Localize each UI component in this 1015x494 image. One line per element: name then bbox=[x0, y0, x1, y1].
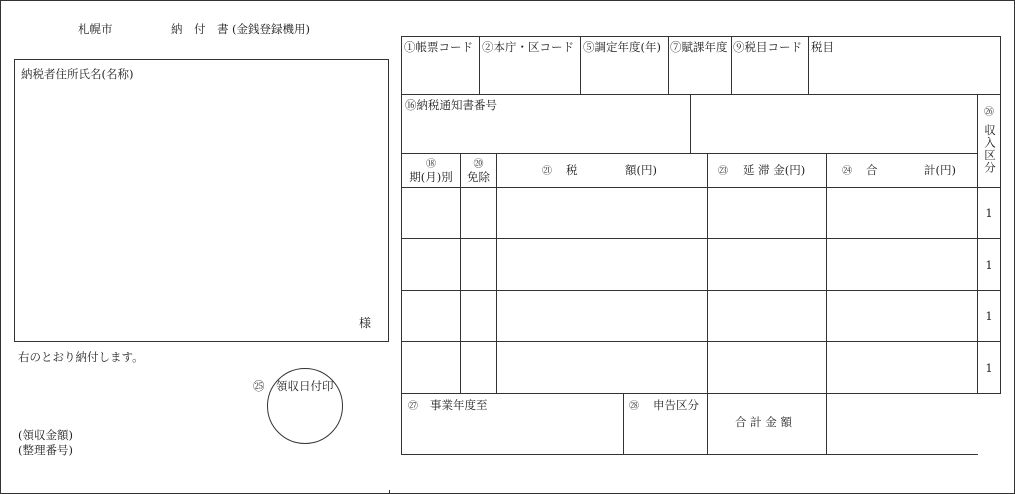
divider bbox=[690, 94, 691, 153]
divider bbox=[808, 36, 809, 94]
divider bbox=[977, 94, 978, 393]
divider bbox=[401, 238, 1001, 239]
period-header: 期(月)別 bbox=[409, 170, 453, 184]
city-name: 札幌市 bbox=[78, 22, 113, 36]
tax-header: 税 bbox=[566, 163, 578, 177]
divider bbox=[389, 490, 390, 494]
divider bbox=[401, 454, 978, 455]
form-subtitle: (金銭登録機用) bbox=[232, 22, 310, 36]
code-office-ward: ②本庁・区コード bbox=[482, 40, 574, 54]
divider bbox=[479, 36, 480, 94]
divider bbox=[401, 341, 1001, 342]
fiscal-year-number: ㉗ bbox=[408, 401, 418, 412]
declaration-number: ㉘ bbox=[629, 401, 639, 412]
table-row: 1 bbox=[985, 309, 993, 323]
form-title: 納 付 書 bbox=[171, 22, 229, 36]
divider bbox=[826, 153, 827, 455]
late-fee-header: 延 滞 金(円) bbox=[743, 163, 806, 177]
fiscal-year-end-label: 事業年度至 bbox=[430, 398, 488, 412]
total-header: 合 bbox=[866, 163, 878, 177]
code-levy-year: ⑦賦課年度 bbox=[670, 40, 728, 54]
income-division-number: ㉖ bbox=[984, 107, 994, 118]
notice-number-label: ⑯納税通知書番号 bbox=[405, 98, 497, 112]
total-number: ㉔ bbox=[842, 166, 852, 177]
table-row: 1 bbox=[985, 361, 993, 375]
table-row: 1 bbox=[985, 258, 993, 272]
sama-suffix: 様 bbox=[359, 316, 372, 330]
total-unit: 計(円) bbox=[924, 163, 956, 177]
stamp-label: 領収日付印 bbox=[276, 379, 334, 393]
code-tax-item: ⑨税目コード bbox=[733, 40, 802, 54]
exempt-header: 免除 bbox=[467, 170, 490, 184]
stamp-number: ㉕ bbox=[253, 379, 265, 393]
payment-notice: 右のとおり納付します。 bbox=[18, 350, 144, 364]
divider bbox=[1000, 94, 1001, 393]
tax-number: ㉑ bbox=[542, 166, 552, 177]
divider bbox=[401, 393, 1001, 394]
late-fee-number: ㉓ bbox=[718, 166, 728, 177]
tax-item-label: 税目 bbox=[811, 40, 834, 54]
reference-number-label: (整理番号) bbox=[18, 443, 73, 457]
divider bbox=[731, 36, 732, 94]
code-form-type: ①帳票コード bbox=[404, 40, 473, 54]
divider bbox=[623, 393, 624, 455]
tax-unit: 額(円) bbox=[625, 163, 657, 177]
divider bbox=[401, 94, 402, 154]
divider bbox=[707, 153, 708, 455]
divider bbox=[496, 153, 497, 393]
divider bbox=[580, 36, 581, 94]
income-division-label: 収入区分 bbox=[983, 124, 997, 174]
grand-total-label: 合 計 金 額 bbox=[735, 415, 792, 429]
receipt-amount-label: (領収金額) bbox=[18, 428, 73, 442]
code-assessment-year: ⑤調定年度(年) bbox=[583, 40, 661, 54]
taxpayer-box bbox=[14, 59, 389, 342]
table-row: 1 bbox=[985, 206, 993, 220]
exempt-number: ⑳ bbox=[473, 159, 484, 170]
declaration-type-label: 申告区分 bbox=[653, 398, 699, 412]
taxpayer-label: 納税者住所氏名(名称) bbox=[21, 67, 134, 81]
period-number: ⑱ bbox=[426, 159, 436, 170]
divider bbox=[401, 187, 1001, 188]
divider bbox=[401, 153, 978, 154]
divider bbox=[668, 36, 669, 94]
divider bbox=[401, 153, 402, 455]
divider bbox=[401, 290, 1001, 291]
divider bbox=[460, 153, 461, 393]
